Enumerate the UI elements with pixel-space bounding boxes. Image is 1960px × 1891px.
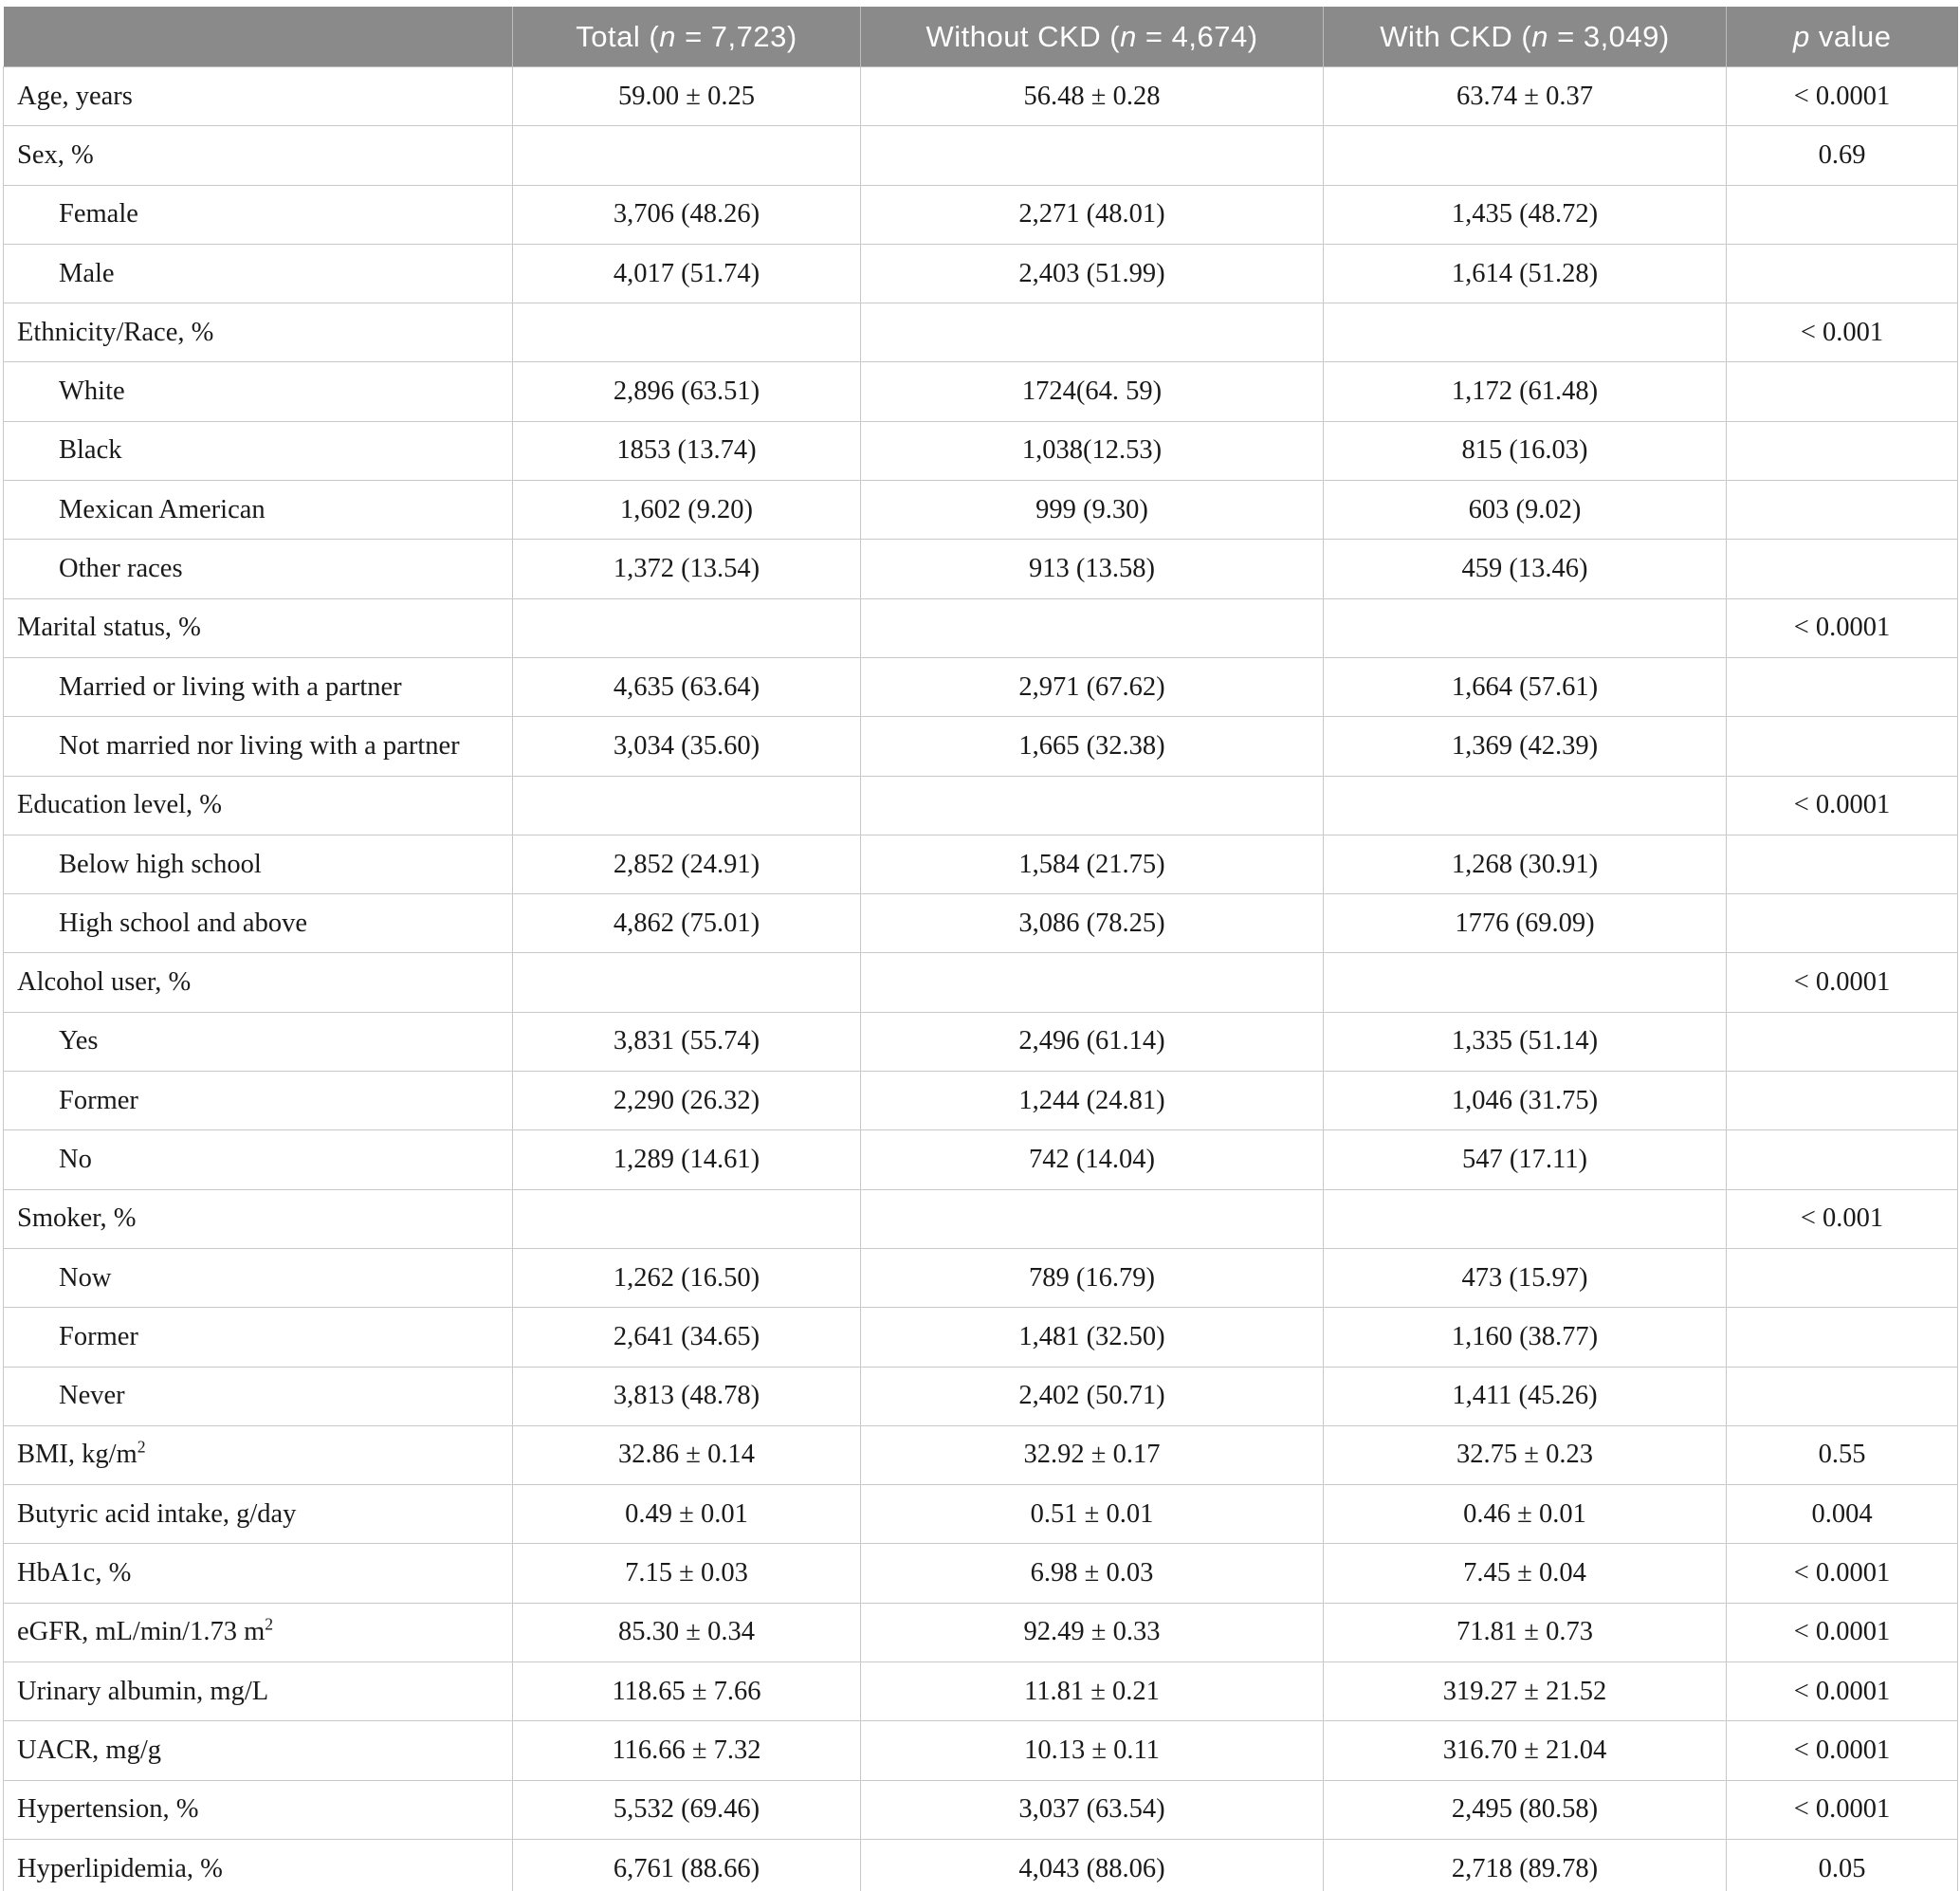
table-row	[4, 776, 1958, 835]
row-label-cell	[4, 894, 513, 953]
with-ckd-value: 319.27 ± 21.52	[1324, 1662, 1727, 1721]
header-total-column	[513, 7, 861, 67]
p-value	[1727, 1130, 1958, 1189]
row-label-cell	[4, 776, 513, 835]
p-value: < 0.0001	[1727, 1721, 1958, 1780]
row-label-cell	[4, 1012, 513, 1071]
total-value: 3,034 (35.60)	[513, 717, 861, 776]
table-row	[4, 67, 1958, 126]
without-ckd-value: 2,402 (50.71)	[861, 1367, 1324, 1425]
row-label-cell	[4, 126, 513, 185]
without-ckd-value: 0.51 ± 0.01	[861, 1485, 1324, 1544]
p-value: 0.69	[1727, 126, 1958, 185]
without-ckd-value	[861, 126, 1324, 185]
total-value: 5,532 (69.46)	[513, 1780, 861, 1839]
p-value	[1727, 894, 1958, 953]
row-label: Age, years	[17, 81, 133, 111]
row-label: Former	[59, 1321, 138, 1351]
with-ckd-value: 1776 (69.09)	[1324, 894, 1727, 953]
p-value	[1727, 540, 1958, 598]
with-ckd-value: 71.81 ± 0.73	[1324, 1603, 1727, 1662]
row-label: White	[59, 376, 125, 407]
table-row	[4, 244, 1958, 303]
with-ckd-value	[1324, 126, 1727, 185]
total-value: 4,862 (75.01)	[513, 894, 861, 953]
without-ckd-value: 1724(64. 59)	[861, 362, 1324, 421]
row-label-cell	[4, 421, 513, 480]
with-ckd-value: 1,664 (57.61)	[1324, 657, 1727, 716]
total-value: 3,813 (48.78)	[513, 1367, 861, 1425]
row-label-superscript: 2	[265, 1614, 274, 1634]
header-without-pre: Without CKD (	[925, 19, 1121, 53]
without-ckd-value: 2,403 (51.99)	[861, 244, 1324, 303]
table-row	[4, 185, 1958, 244]
row-label: Other races	[59, 554, 183, 584]
table-row	[4, 657, 1958, 716]
row-label-cell	[4, 185, 513, 244]
p-value	[1727, 1367, 1958, 1425]
table-row	[4, 1072, 1958, 1130]
without-ckd-value: 4,043 (88.06)	[861, 1839, 1324, 1891]
total-value: 2,641 (34.65)	[513, 1308, 861, 1367]
row-label-cell	[4, 1662, 513, 1721]
with-ckd-value: 603 (9.02)	[1324, 481, 1727, 540]
header-empty-cell	[4, 7, 513, 67]
total-value	[513, 1189, 861, 1248]
header-p-italic: p	[1793, 19, 1810, 53]
row-label-superscript: 2	[137, 1437, 146, 1457]
total-value: 7.15 ± 0.03	[513, 1544, 861, 1603]
total-value	[513, 953, 861, 1012]
p-value: < 0.001	[1727, 1189, 1958, 1248]
table-row	[4, 1130, 1958, 1189]
with-ckd-value: 1,335 (51.14)	[1324, 1012, 1727, 1071]
row-label-cell	[4, 598, 513, 657]
p-value: < 0.0001	[1727, 1603, 1958, 1662]
with-ckd-value: 7.45 ± 0.04	[1324, 1544, 1727, 1603]
total-value	[513, 598, 861, 657]
row-label-cell	[4, 540, 513, 598]
p-value: < 0.0001	[1727, 776, 1958, 835]
p-value: 0.55	[1727, 1425, 1958, 1484]
without-ckd-value: 1,665 (32.38)	[861, 717, 1324, 776]
table-row	[4, 717, 1958, 776]
with-ckd-value	[1324, 598, 1727, 657]
row-label: Alcohol user, %	[17, 967, 192, 998]
p-value	[1727, 421, 1958, 480]
table-row	[4, 1662, 1958, 1721]
row-label: Female	[59, 199, 138, 229]
row-label: Yes	[59, 1026, 99, 1056]
header-without-post: = 4,674)	[1136, 19, 1258, 53]
row-label-cell	[4, 657, 513, 716]
total-value: 2,852 (24.91)	[513, 835, 861, 893]
table-row	[4, 1012, 1958, 1071]
row-label: Sex, %	[17, 139, 94, 170]
p-value: < 0.001	[1727, 303, 1958, 362]
table-row	[4, 1780, 1958, 1839]
table-row	[4, 835, 1958, 893]
without-ckd-value: 56.48 ± 0.28	[861, 67, 1324, 126]
total-value: 118.65 ± 7.66	[513, 1662, 861, 1721]
total-value: 3,706 (48.26)	[513, 185, 861, 244]
row-label: Below high school	[59, 849, 262, 879]
p-value	[1727, 1072, 1958, 1130]
total-value: 6,761 (88.66)	[513, 1839, 861, 1891]
without-ckd-value	[861, 598, 1324, 657]
header-p-value-column	[1727, 7, 1958, 67]
p-value	[1727, 481, 1958, 540]
header-with-ckd-column	[1324, 7, 1727, 67]
without-ckd-value: 2,971 (67.62)	[861, 657, 1324, 716]
p-value: < 0.0001	[1727, 598, 1958, 657]
total-value	[513, 776, 861, 835]
total-value: 1,372 (13.54)	[513, 540, 861, 598]
without-ckd-value: 92.49 ± 0.33	[861, 1603, 1324, 1662]
p-value: < 0.0001	[1727, 1662, 1958, 1721]
without-ckd-value: 913 (13.58)	[861, 540, 1324, 598]
total-value: 1853 (13.74)	[513, 421, 861, 480]
table-row	[4, 894, 1958, 953]
table-row	[4, 1721, 1958, 1780]
row-label: Mexican American	[59, 494, 266, 524]
without-ckd-value: 6.98 ± 0.03	[861, 1544, 1324, 1603]
with-ckd-value: 547 (17.11)	[1324, 1130, 1727, 1189]
row-label: eGFR, mL/min/1.73 m	[17, 1617, 266, 1647]
row-label: HbA1c, %	[17, 1558, 132, 1588]
without-ckd-value: 742 (14.04)	[861, 1130, 1324, 1189]
row-label: Butyric acid intake, g/day	[17, 1498, 297, 1529]
p-value: < 0.0001	[1727, 953, 1958, 1012]
row-label: UACR, mg/g	[17, 1735, 162, 1765]
row-label-cell	[4, 717, 513, 776]
without-ckd-value: 3,037 (63.54)	[861, 1780, 1324, 1839]
with-ckd-value	[1324, 303, 1727, 362]
total-value: 32.86 ± 0.14	[513, 1425, 861, 1484]
total-value: 2,896 (63.51)	[513, 362, 861, 421]
with-ckd-value: 473 (15.97)	[1324, 1248, 1727, 1307]
row-label-cell	[4, 1130, 513, 1189]
without-ckd-value: 1,244 (24.81)	[861, 1072, 1324, 1130]
row-label: Never	[59, 1381, 125, 1411]
total-value: 59.00 ± 0.25	[513, 67, 861, 126]
row-label: Education level, %	[17, 790, 223, 820]
p-value	[1727, 1248, 1958, 1307]
row-label-cell	[4, 1248, 513, 1307]
table-row	[4, 1248, 1958, 1307]
p-value: < 0.0001	[1727, 67, 1958, 126]
with-ckd-value: 1,411 (45.26)	[1324, 1367, 1727, 1425]
row-label-cell	[4, 1367, 513, 1425]
row-label-cell	[4, 1072, 513, 1130]
without-ckd-value: 32.92 ± 0.17	[861, 1425, 1324, 1484]
with-ckd-value: 63.74 ± 0.37	[1324, 67, 1727, 126]
table-row	[4, 481, 1958, 540]
row-label-cell	[4, 67, 513, 126]
without-ckd-value	[861, 1189, 1324, 1248]
with-ckd-value: 1,172 (61.48)	[1324, 362, 1727, 421]
header-total-post: = 7,723)	[675, 19, 797, 53]
without-ckd-value	[861, 953, 1324, 1012]
table-row	[4, 1544, 1958, 1603]
row-label: Male	[59, 258, 115, 288]
without-ckd-value: 1,584 (21.75)	[861, 835, 1324, 893]
with-ckd-value: 1,435 (48.72)	[1324, 185, 1727, 244]
row-label-cell	[4, 1544, 513, 1603]
row-label: Urinary albumin, mg/L	[17, 1676, 269, 1706]
total-value: 85.30 ± 0.34	[513, 1603, 861, 1662]
row-label-cell	[4, 303, 513, 362]
row-label: Ethnicity/Race, %	[17, 317, 214, 347]
with-ckd-value: 32.75 ± 0.23	[1324, 1425, 1727, 1484]
table-row	[4, 1189, 1958, 1248]
table-row	[4, 421, 1958, 480]
row-label-cell	[4, 1189, 513, 1248]
row-label: Hyperlipidemia, %	[17, 1853, 223, 1883]
table-row	[4, 953, 1958, 1012]
row-label: Married or living with a partner	[59, 671, 402, 702]
total-value: 0.49 ± 0.01	[513, 1485, 861, 1544]
header-without-ckd-column	[861, 7, 1324, 67]
row-label-cell	[4, 953, 513, 1012]
table-row	[4, 598, 1958, 657]
row-label-cell	[4, 244, 513, 303]
table-row	[4, 1839, 1958, 1891]
table-row	[4, 1367, 1958, 1425]
without-ckd-value	[861, 303, 1324, 362]
with-ckd-value: 0.46 ± 0.01	[1324, 1485, 1727, 1544]
total-value: 1,262 (16.50)	[513, 1248, 861, 1307]
header-with-post: = 3,049)	[1548, 19, 1670, 53]
without-ckd-value: 2,271 (48.01)	[861, 185, 1324, 244]
row-label: Smoker, %	[17, 1203, 137, 1234]
table-row	[4, 126, 1958, 185]
p-value: < 0.0001	[1727, 1780, 1958, 1839]
row-label: Black	[59, 435, 122, 466]
table-row	[4, 1425, 1958, 1484]
header-row	[4, 7, 1958, 67]
table-row	[4, 1485, 1958, 1544]
total-value: 1,289 (14.61)	[513, 1130, 861, 1189]
total-value: 3,831 (55.74)	[513, 1012, 861, 1071]
with-ckd-value: 316.70 ± 21.04	[1324, 1721, 1727, 1780]
with-ckd-value: 2,718 (89.78)	[1324, 1839, 1727, 1891]
with-ckd-value: 1,160 (38.77)	[1324, 1308, 1727, 1367]
row-label: Marital status, %	[17, 613, 201, 643]
row-label-cell	[4, 1780, 513, 1839]
p-value	[1727, 244, 1958, 303]
table-row	[4, 303, 1958, 362]
header-without-n: n	[1120, 19, 1137, 53]
row-label: Now	[59, 1262, 112, 1293]
without-ckd-value: 1,481 (32.50)	[861, 1308, 1324, 1367]
p-value	[1727, 657, 1958, 716]
header-p-post: value	[1809, 19, 1892, 53]
header-total-n: n	[659, 19, 676, 53]
row-label: Not married nor living with a partner	[59, 730, 460, 761]
with-ckd-value: 459 (13.46)	[1324, 540, 1727, 598]
row-label: No	[59, 1144, 92, 1174]
row-label-cell	[4, 1485, 513, 1544]
without-ckd-value: 10.13 ± 0.11	[861, 1721, 1324, 1780]
without-ckd-value: 11.81 ± 0.21	[861, 1662, 1324, 1721]
row-label-cell	[4, 481, 513, 540]
p-value: < 0.0001	[1727, 1544, 1958, 1603]
row-label: BMI, kg/m	[17, 1440, 137, 1470]
header-with-n: n	[1531, 19, 1548, 53]
total-value	[513, 303, 861, 362]
without-ckd-value	[861, 776, 1324, 835]
with-ckd-value: 1,046 (31.75)	[1324, 1072, 1727, 1130]
with-ckd-value: 2,495 (80.58)	[1324, 1780, 1727, 1839]
row-label: Hypertension, %	[17, 1794, 199, 1825]
p-value: 0.05	[1727, 1839, 1958, 1891]
p-value	[1727, 1012, 1958, 1071]
p-value	[1727, 1308, 1958, 1367]
baseline-characteristics-table	[3, 7, 1958, 1891]
table-row	[4, 1603, 1958, 1662]
table-row	[4, 540, 1958, 598]
p-value	[1727, 835, 1958, 893]
with-ckd-value: 815 (16.03)	[1324, 421, 1727, 480]
p-value	[1727, 717, 1958, 776]
with-ckd-value	[1324, 953, 1727, 1012]
p-value	[1727, 362, 1958, 421]
row-label: High school and above	[59, 908, 307, 938]
row-label-cell	[4, 835, 513, 893]
table-body	[4, 67, 1958, 1891]
table-header	[4, 7, 1958, 67]
with-ckd-value: 1,614 (51.28)	[1324, 244, 1727, 303]
row-label-cell	[4, 1603, 513, 1662]
with-ckd-value	[1324, 776, 1727, 835]
with-ckd-value	[1324, 1189, 1727, 1248]
without-ckd-value: 2,496 (61.14)	[861, 1012, 1324, 1071]
header-total-pre: Total (	[576, 19, 660, 53]
total-value: 116.66 ± 7.32	[513, 1721, 861, 1780]
total-value: 2,290 (26.32)	[513, 1072, 861, 1130]
without-ckd-value: 3,086 (78.25)	[861, 894, 1324, 953]
with-ckd-value: 1,268 (30.91)	[1324, 835, 1727, 893]
p-value	[1727, 185, 1958, 244]
total-value: 1,602 (9.20)	[513, 481, 861, 540]
with-ckd-value: 1,369 (42.39)	[1324, 717, 1727, 776]
row-label-cell	[4, 362, 513, 421]
table-row	[4, 1308, 1958, 1367]
without-ckd-value: 999 (9.30)	[861, 481, 1324, 540]
row-label-cell	[4, 1308, 513, 1367]
total-value	[513, 126, 861, 185]
without-ckd-value: 789 (16.79)	[861, 1248, 1324, 1307]
p-value: 0.004	[1727, 1485, 1958, 1544]
without-ckd-value: 1,038(12.53)	[861, 421, 1324, 480]
total-value: 4,635 (63.64)	[513, 657, 861, 716]
row-label-cell	[4, 1839, 513, 1891]
header-with-pre: With CKD (	[1380, 19, 1532, 53]
row-label-cell	[4, 1425, 513, 1484]
total-value: 4,017 (51.74)	[513, 244, 861, 303]
row-label: Former	[59, 1085, 138, 1115]
row-label-cell	[4, 1721, 513, 1780]
table-row	[4, 362, 1958, 421]
